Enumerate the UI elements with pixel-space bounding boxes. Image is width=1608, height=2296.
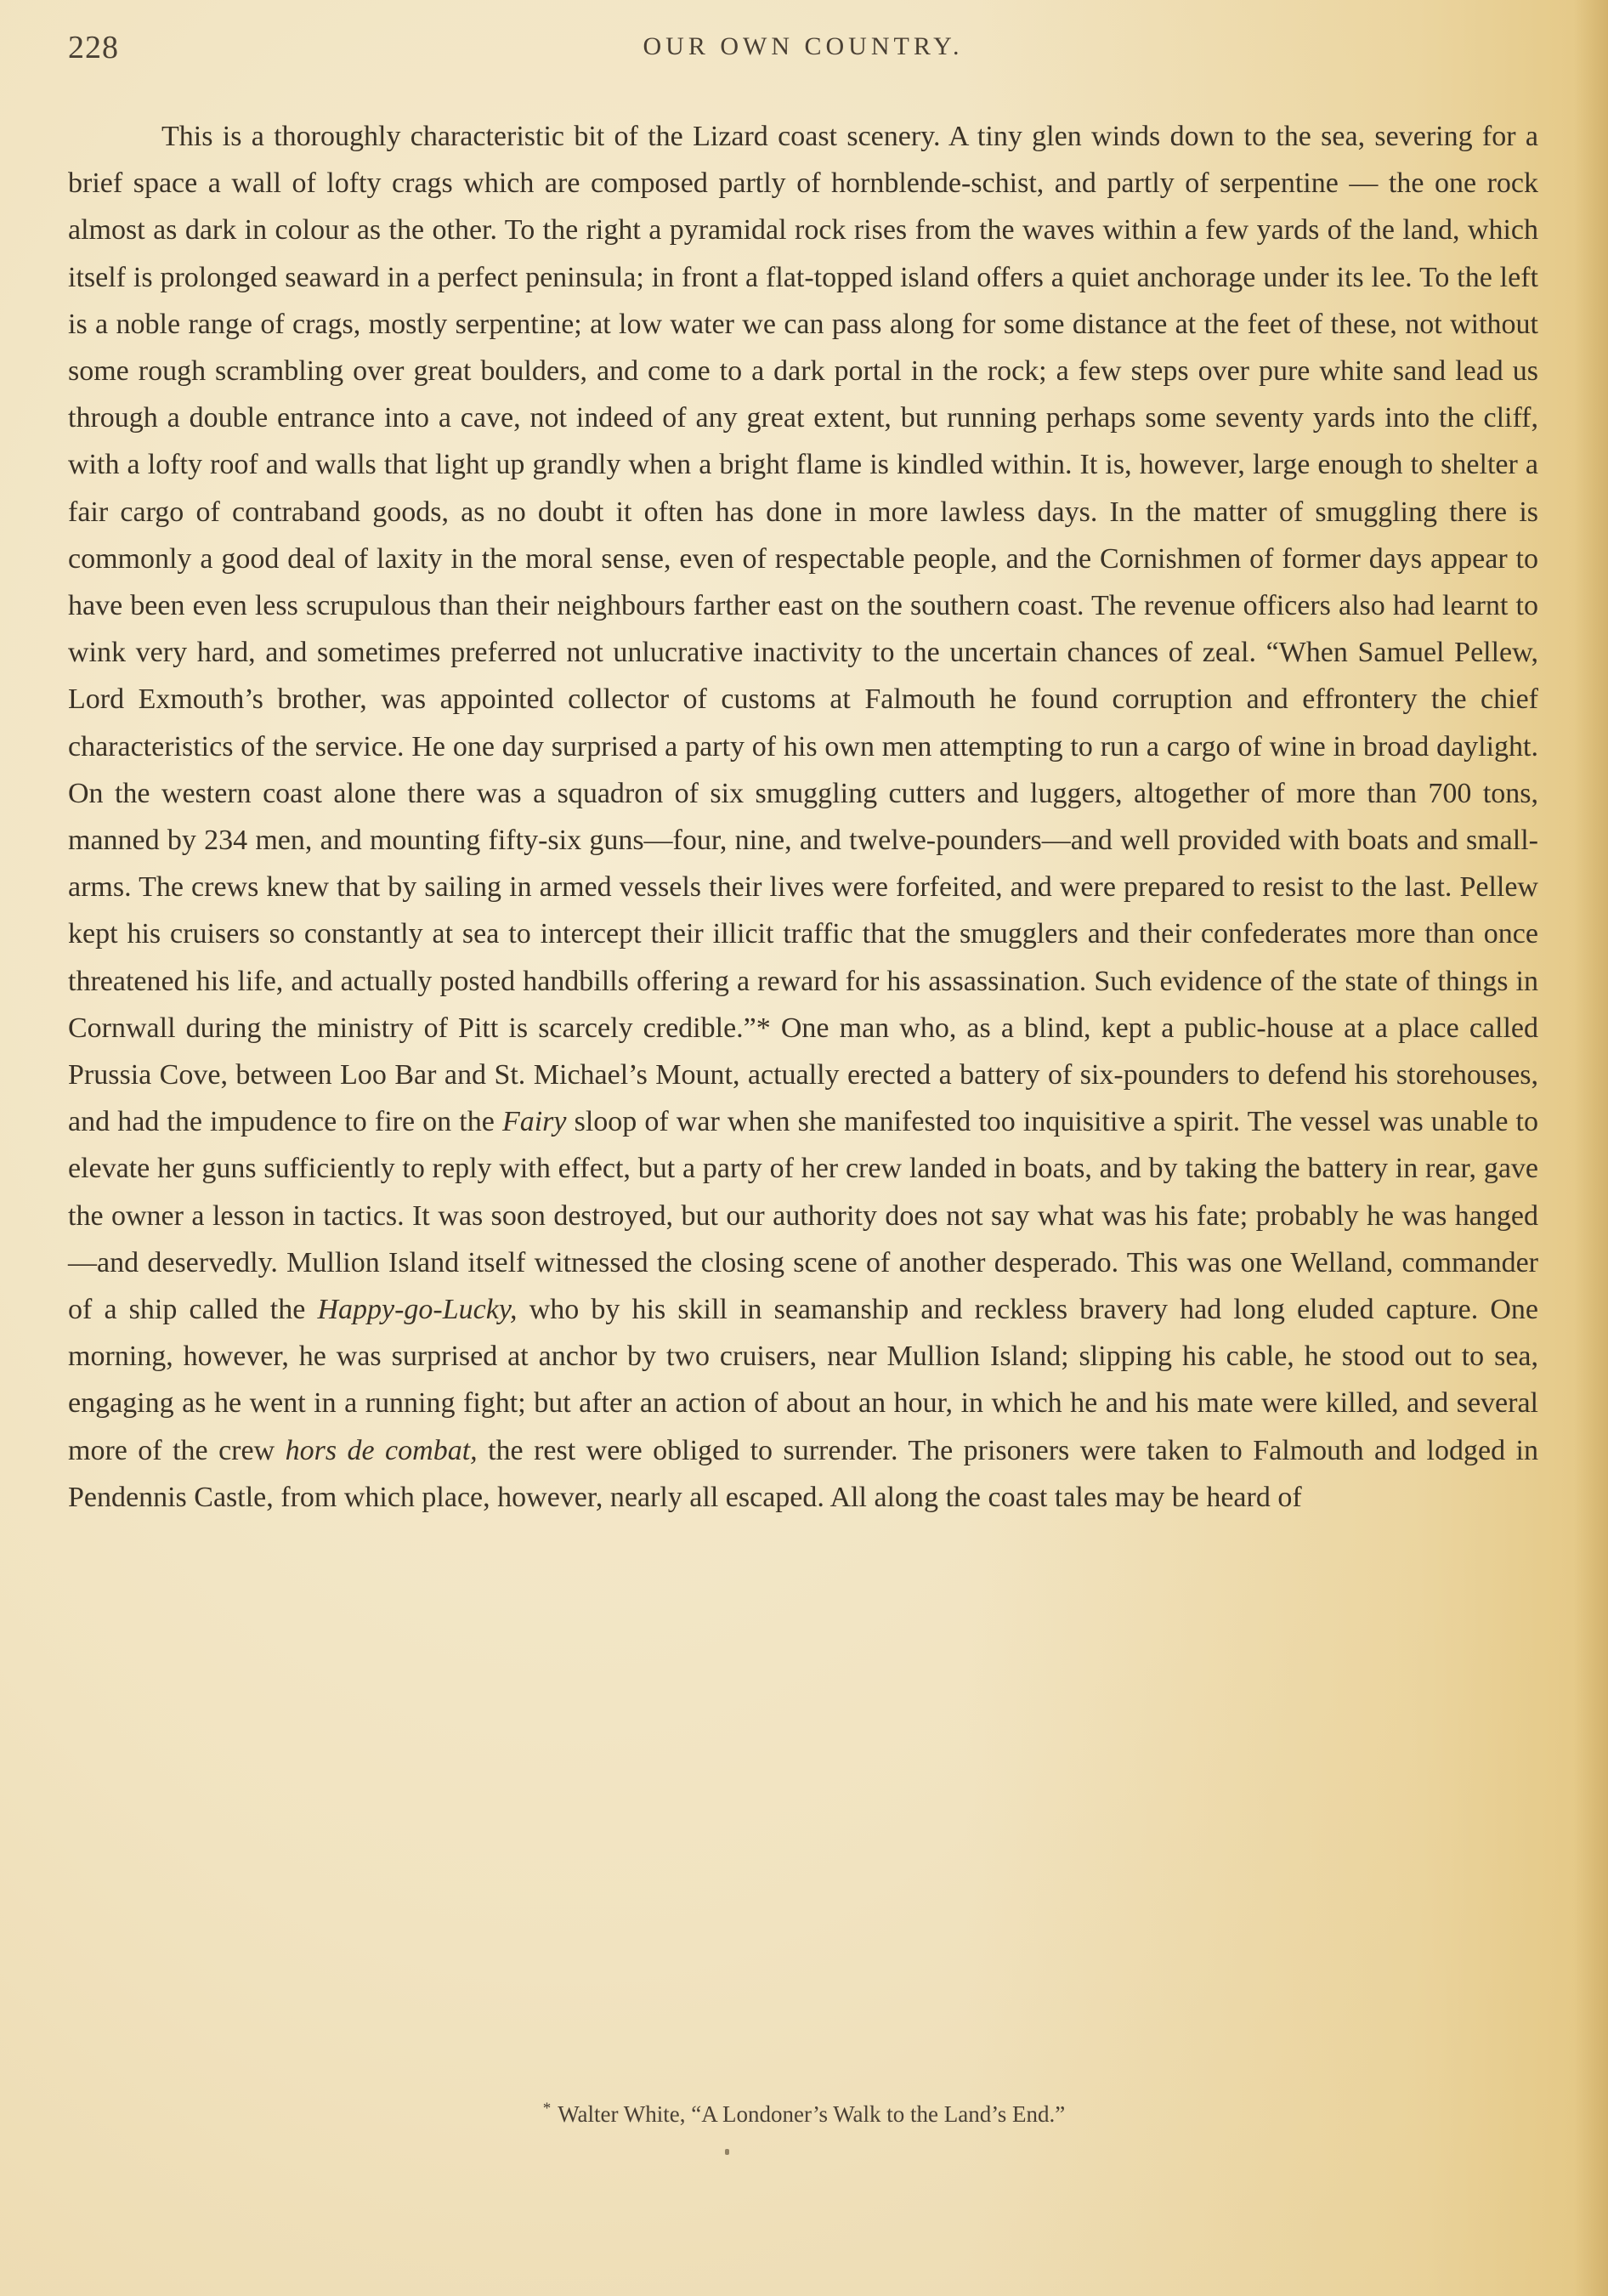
ship-name-happy-go-lucky: Happy-go-Lucky, [317,1294,518,1326]
page-header [68,29,1538,80]
page-edge-shading [1574,0,1608,2296]
footnote [0,2100,1608,2128]
footnote-marker: * [542,2100,552,2117]
footnote-text: Walter White, “A Londoner’s Walk to the Land’s End.” [558,2101,1066,2127]
body-text-part-3: who by his skill in seamanship and reckless bravery had long eluded capture. One morning, however, he was surprised at anchor by two cruisers, near Mullion Island; slipping his cable, he stood out to sea, engaging as he went in a running fight; but after an action of about an hour, in which he and his mate were killed, and several more of the crew [68,1294,1539,1466]
paper-speck [725,2149,729,2155]
page-number: 228 [68,30,119,65]
running-head: OUR OWN COUNTRY. [643,32,964,60]
body-text-part-4: the rest were obliged to surrender. The prisoners were taken to Falmouth and lodged in Pendennis Castle, from which place, however, nearly all escaped. All along the coast tales may be heard of [68,1434,1538,1513]
phrase-hors-de-combat: hors de combat, [285,1434,478,1466]
body-text-part-1: This is a thoroughly characteristic bit of the Lizard coast scenery. A tiny glen winds down to the sea, severing for a brief space a wall of lofty crags which are composed partly of hornblende-schist, and partly of serpentine — the one rock almost as dark in colour as the other. To the right a pyramidal rock rises from the waves within a few yards of the land, which itself is prolonged seaward in a perfect peninsula; in front a flat-topped island offers a quiet anchorage under its lee. To the left is a noble range of crags, mostly serpentine; at low water we can pass along for some distance at the feet of these, not without some rough scrambling over great boulders, and come to a dark portal in the rock; a few steps over pure white sand lead us through a double entrance into a cave, not indeed of any great extent, but running perhaps some seventy yards into the cliff, with a lofty roof and walls that light up grandly when a bright flame is kindled within. It is, however, large enough to shelter a fair cargo of contraband goods, as no doubt it often has done in more lawless days. In the matter of smuggling there is commonly a good deal of laxity in the moral sense, even of respectable people, and the Cornishmen of former days appear to have been even less scrupulous than their neighbours farther east on the southern coast. The revenue officers also had learnt to wink very hard, and sometimes preferred not unlucrative inactivity to the uncertain chances of zeal. “When Samuel Pellew, Lord Exmouth’s brother, was appointed collector of customs at Falmouth he found corruption and effrontery the chief characteristics of the service. He one day surprised a party of his own men attempting to run a cargo of wine in broad daylight. On the western coast alone there was a squadron of six smuggling cutters and luggers, altogether of more than 700 tons, manned by 234 men, and mounting fifty-six guns—four, nine, and twelve-pounders—and well provided with boats and small-arms. The crews knew that by sailing in armed vessels their lives were forfeited, and were prepared to resist to the last. Pellew kept his cruisers so constantly at sea to intercept their illicit traffic that the smugglers and their confederates more than once threatened his life, and actually posted handbills offering a reward for his assassination. Such evidence of the state of things in Cornwall during the ministry of Pitt is scarcely credible.”* One man who, as a blind, kept a public-house at a place called Prussia Cove, between Loo Bar and St. Michael’s Mount, actually erected a battery of six-pounders to defend his storehouses, and had the impudence to fire on the [68,121,1538,1138]
body-text-part-2: sloop of war when she manifested too inquisitive a spirit. The vessel was unable to elevate her guns sufficiently to reply with effect, but a party of her crew landed in boats, and by taking the battery in rear, gave the owner a lesson in tactics. It was soon destroyed, but our authority does not say what was his fate; probably he was hanged—and deservedly. Mullion Island itself witnessed the closing scene of another desperado. This was one Welland, commander of a ship called the [68,1106,1538,1326]
body-paragraph [68,113,1538,1521]
ship-name-fairy: Fairy [501,1106,567,1138]
